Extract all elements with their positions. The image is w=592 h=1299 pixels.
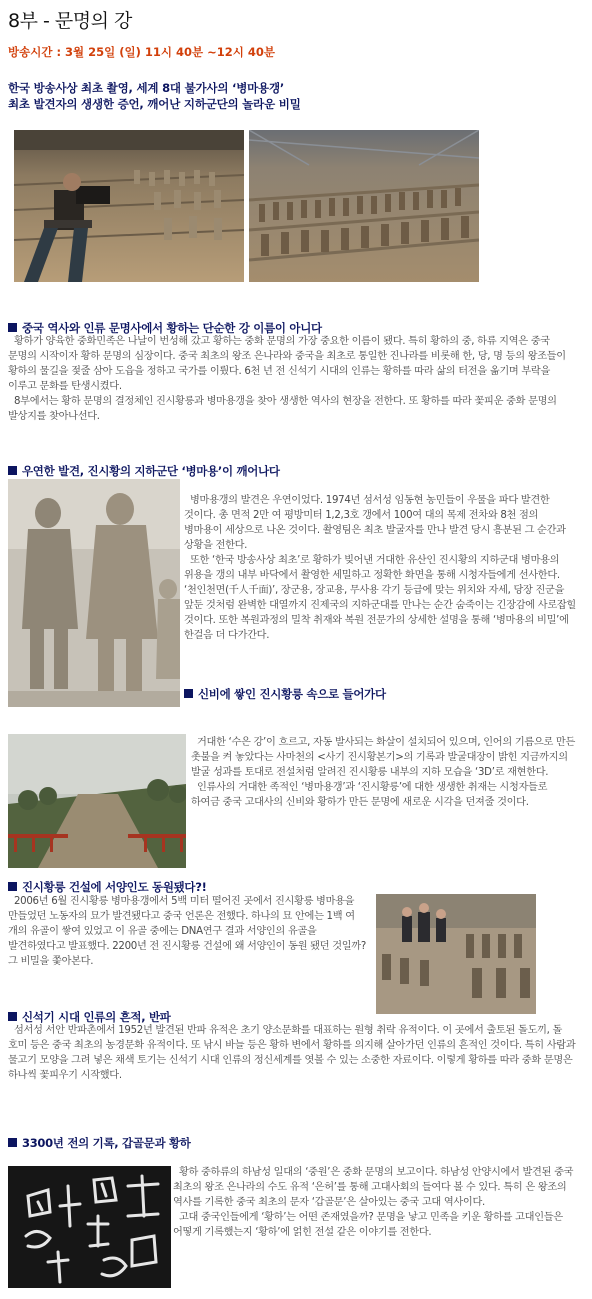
photo-tomb xyxy=(8,734,186,868)
bullet-square-icon xyxy=(184,689,193,698)
section-2-paragraph-1: 병마용갱의 발견은 우연이었다. 1974년 섬서성 임동현 농민들이 우물을 파다 발견한 것이다. 총 면적 2만 여 평방미터 1,2,3호 갱에서 100여 대의 목제 전차와 8천 점의 병마용이 세상으로 나온 것이다. 촬영팀은 최초 발굴자를 만나 발견 당시 흥분된 그 순간과 상황을 전한다. xyxy=(184,495,566,551)
photo-cameraman xyxy=(14,130,244,282)
bullet-square-icon xyxy=(8,882,17,891)
section-5-title: 신석기 시대 인류의 흔적, 반파 xyxy=(8,1009,171,1025)
section-2-title: 우연한 발견, 진시황의 지하군단 ‘병마용’이 깨어나다 xyxy=(8,463,280,479)
headline-line-2: 최초 발견자의 생생한 증언, 깨어난 지하군단의 놀라운 비밀 xyxy=(8,97,301,111)
section-5-paragraph-1: 섬서성 서안 반파촌에서 1952년 발견된 반파 유적은 초기 양소문화를 대표하는 원형 취락 유적이다. 이 곳에서 출토된 돌도끼, 돌 호미 등은 중국 최초의 농경문화 유적이다. 또 낚시 바늘 등은 황하 변에서 황하를 의지해 살아가던 인류의 흔적인 것이다. 특히 사람과 물고기 모양을 그려 넣은 채색 토기는 신석기 시대 인류의 정신세계를 엿볼 수 있는 소중한 자료이다. 이렇게 황하를 따라 중화 문명은 하나씩 꽃피우기 시작했다. xyxy=(8,1025,576,1081)
section-2-body xyxy=(184,493,576,643)
section-3-title: 신비에 쌓인 진시황릉 속으로 들어가다 xyxy=(184,686,386,702)
section-4-paragraph-1: 2006년 6월 진시황릉 병마용갱에서 5백 미터 떨어진 곳에서 진시황릉 병마용을 만들었던 노동자의 묘가 발견됐다고 중국 언론은 전했다. 하나의 묘 안에는 1백 여 개의 유골이 쌓여 있었고 이 유골 중에는 DNA연구 결과 서양인의 유골을 발견하였다고 발표했다. 2200년 전 진시황릉 건설에 왜 서양인이 동원 됐던 것일까? 그 비밀을 쫓아본다. xyxy=(8,896,366,967)
section-6-body xyxy=(173,1165,576,1240)
bullet-square-icon xyxy=(8,1138,17,1147)
section-3-body xyxy=(191,735,576,810)
bullet-square-icon xyxy=(8,1012,17,1021)
pit-cameraman-image xyxy=(14,130,244,282)
section-4-body xyxy=(8,894,372,969)
section-1-paragraph-1: 황하가 양육한 중화민족은 나날이 번성해 갔고 황하는 중화 문명의 가장 중요한 이름이 됐다. 특히 황하의 중, 하류 지역은 중국 문명의 시작이자 황하 문명의 심장이다. 중국 최초의 왕조 은나라와 중국을 최초로 통일한 진나라를 비롯해 한, 당, 명 등의 왕조들이 황하의 물길을 젖줄 삼아 도읍을 정하고 국가를 이뤘다. 6천 년 전 신석기 시대의 인류는 황하를 따라 삶의 터전을 옮기며 부락을 이루고 문화를 탄생시켰다. xyxy=(8,336,566,392)
section-6-title: 3300년 전의 기록, 갑골문과 황하 xyxy=(8,1135,191,1151)
section-4-title: 진시황릉 건설에 서양인도 동원됐다?! xyxy=(8,879,207,895)
photo-excavation xyxy=(376,894,536,1014)
terracotta-warriors-image xyxy=(8,479,180,707)
section-1-title: 중국 역사와 인류 문명사에서 황하는 단순한 강 이름이 아니다 xyxy=(8,320,322,336)
bullet-square-icon xyxy=(8,466,17,475)
section-6-paragraph-1: 황하 중하류의 하남성 일대의 ‘중원’은 중화 문명의 보고이다. 하남성 안양시에서 발견된 중국 최초의 왕조 은나라의 수도 유적 ‘은허’를 통해 고대사회의 들여다 볼 수 있다. 특히 은 왕조의 역사를 기록한 중국 최초의 문자 ‘갑골문’은 살아있는 중국 고대 역사이다. xyxy=(173,1167,574,1208)
tomb-path-image xyxy=(8,734,186,868)
air-time: 방송시간 : 3월 25일 (일) 11시 40분 ~12시 40분 xyxy=(8,45,275,59)
section-2-paragraph-2: 또한 ‘한국 방송사상 최초’로 황하가 빚어낸 거대한 유산인 진시황의 지하군대 병마용의 위용을 갱의 내부 바닥에서 촬영한 세밀하고 정확한 화면을 통해 시청자들에게 선사한다. ‘천인천면(千人千面)’, 장군용, 장교용, 무사용 각기 등급에 맞는 위치와 자세, 당장 진군을 앞둔 것처럼 완벽한 대열까지 진제국의 지하군대를 만나는 순간 숨죽이는 긴장감에 사로잡힐 것이다. 또한 복원과정의 밀착 취재와 복원 전문가의 상세한 설명을 통해 ‘병마용의 비밀’에 한걸음 더 다가간다. xyxy=(184,555,576,641)
section-6-paragraph-2: 고대 중국인들에게 ‘황하’는 어떤 존재였을까? 문명을 낳고 민족을 키운 황하를 고대인들은 어떻게 기록했는지 ‘황하’에 얽힌 전설 같은 이야기를 전한다. xyxy=(173,1212,563,1238)
headline-line-1: 한국 방송사상 최초 촬영, 세계 8대 불가사의 ‘병마용갱’ xyxy=(8,81,285,95)
page-title: 8부 - 문명의 강 xyxy=(8,10,132,32)
photo-oracle xyxy=(8,1166,171,1288)
oracle-bone-rubbing-image xyxy=(8,1166,171,1288)
terracotta-pit-image xyxy=(249,130,479,282)
section-5-body xyxy=(8,1023,576,1083)
photo-pit xyxy=(249,130,479,282)
excavation-site-image xyxy=(376,894,536,1014)
section-1-body xyxy=(8,334,576,424)
bullet-square-icon xyxy=(8,323,17,332)
section-3-paragraph-1: 거대한 ‘수은 강’이 흐르고, 자동 발사되는 화살이 설치되어 있으며, 인어의 기름으로 만든 촛불을 켜 놓았다는 사마천의 <사기 진시황본기>의 기록과 발굴대장이 밝힌 지금까지의 발굴 성과를 토대로 전설처럼 알려진 진시황릉 내부의 지하 모습을 ‘3D’로 재현한다. xyxy=(191,737,576,778)
photo-warriors xyxy=(8,479,180,707)
section-3-paragraph-2: 인류사의 거대한 족적인 ‘병마용갱’과 ‘진시황릉’에 대한 생생한 취재는 시청자들로 하여금 중국 고대사의 신비와 황하가 만든 문명에 새로운 시각을 던져줄 것이다. xyxy=(191,782,548,808)
section-1-paragraph-2: 8부에서는 황하 문명의 결정체인 진시황릉과 병마용갱을 찾아 생생한 역사의 현장을 전한다. 또 황하를 따라 꽃피운 중화 문명의 발상지를 찾아나선다. xyxy=(8,396,557,422)
